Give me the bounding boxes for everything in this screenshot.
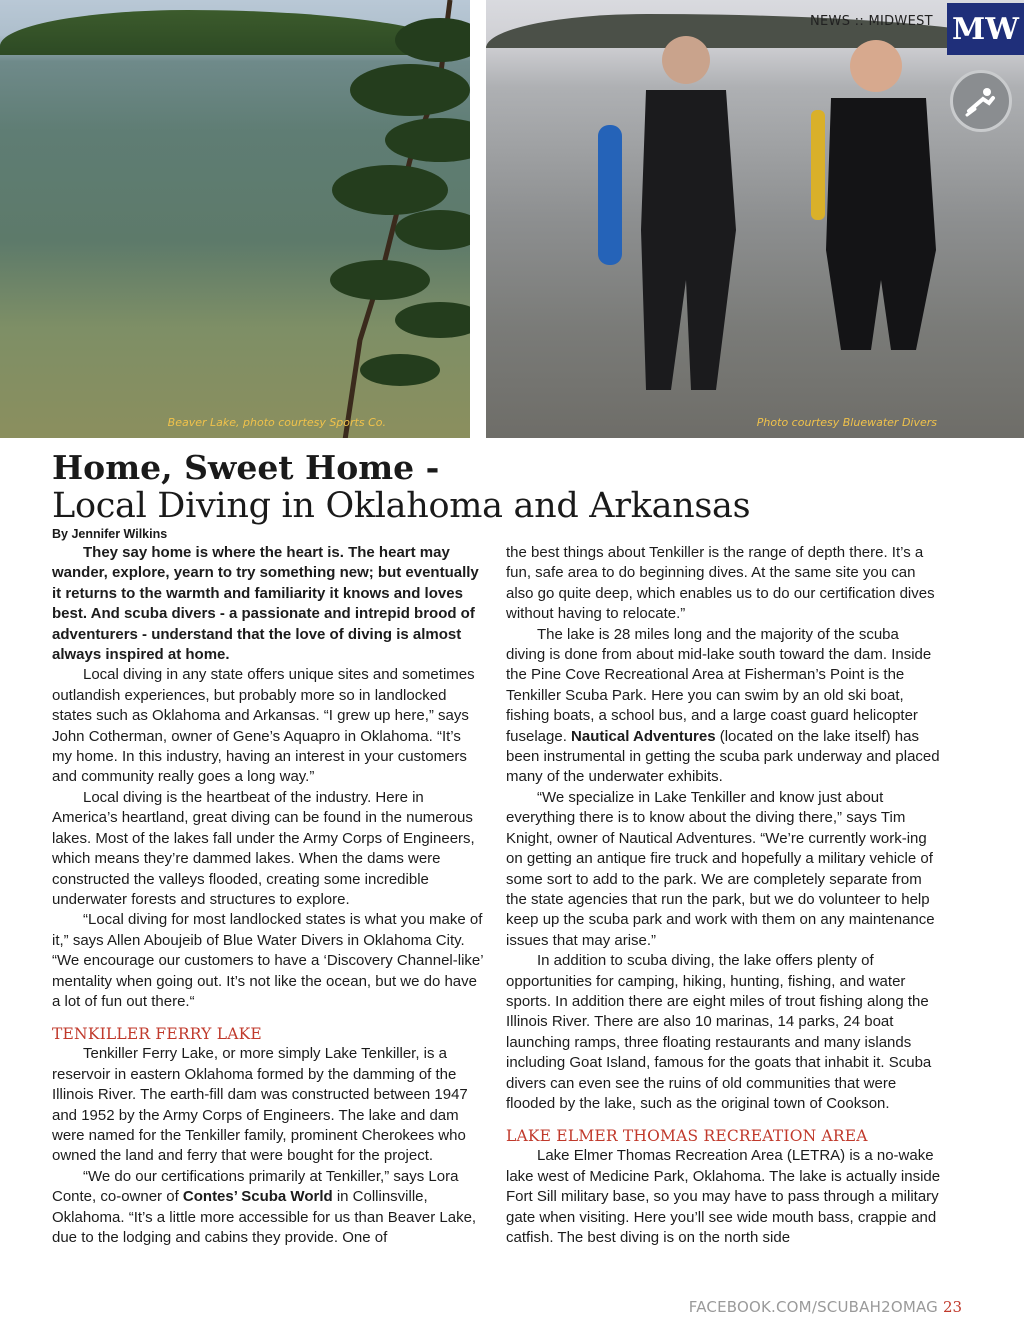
article-column-left xyxy=(52,543,484,1248)
paragraph: “We specialize in Lake Tenkiller and know just about everything there is to know about the diving there,” says Tim Knight, owner of Nautical Adventures. “We’re currently work-ing on getting an antique fire truck and hopefully a military vehicle of some sort to add to the park. We are completely separate from the state agencies that run the park, but we do volunteer to help keep up the scuba park and work with them on any maintenance issues that may arise.” xyxy=(506,788,935,949)
text-span: (located on the lake itself) has been instrumental in getting the scuba park underway and placed many of the underwater exhibits. xyxy=(506,727,940,786)
tree-branch-illustration xyxy=(290,0,470,438)
section-label: NEWS :: MIDWEST xyxy=(810,14,933,29)
region-badge: MW xyxy=(947,3,1024,55)
section-heading-elmer-thomas: LAKE ELMER THOMAS RECREATION AREA xyxy=(506,1127,868,1146)
footer-url: FACEBOOK.COM/SCUBAH2OMAG xyxy=(688,1298,938,1316)
paragraph xyxy=(506,625,942,788)
paragraph: In addition to scuba diving, the lake offers plenty of opportunities for camping, hiking, hunting, fishing, and water sports. In addition there are eight miles of trout fishing along the Illinois River. There are also 10 marinas, 14 parks, 24 boat launching ramps, three floating restaurants and many islands including Goat Island, famous for the goats that inhabit it. Scuba divers can even see the ruins of old communities that were flooded by the lake, such as the original town of Cookson. xyxy=(506,952,932,1112)
paragraph xyxy=(52,1167,484,1249)
paragraph: Local diving is the heartbeat of the industry. Here in America’s heartland, great diving can be found in the numerous lakes. Most of the lakes fall under the Army Corps of Engineers, which means they’re dammed lakes. When the dams were constructed the valleys flooded, creating some incredible underwater forests and structures to explore. xyxy=(52,788,475,908)
diver-left-figure xyxy=(576,30,756,400)
article-subtitle: Local Diving in Oklahoma and Arkansas xyxy=(52,486,751,526)
diver-right-figure xyxy=(786,30,956,360)
paragraph: Tenkiller Ferry Lake, or more simply Lake Tenkiller, is a reservoir in eastern Oklahoma formed by the damming of the Illinois River. The earth-fill dam was constructed between 1947 and 1952 by the Army Corps of Engineers. The lake and dam were named for the Tenkiller family, prominent Cherokees who owned the land and ferry that were bought for the project. xyxy=(52,1045,468,1165)
photo-caption-right: Photo courtesy Bluewater Divers xyxy=(756,416,937,429)
diver-icon xyxy=(950,70,1012,132)
text-span: The lake is 28 miles long and the majority of the scuba diving is done from about mid-lake south toward the dam. Inside the Pine Cove Recreational Area at Fisherman’s Point is the Tenkiller Scuba Park. Here you can swim by an old ski boat, fishing boats, a school bus, and a large coast guard helicopter fuselage. xyxy=(506,625,932,745)
photo-beaver-lake xyxy=(0,0,470,438)
article-column-right xyxy=(506,543,942,1248)
page-number: 23 xyxy=(943,1298,963,1316)
text-span: “We do our certifications primarily at Tenkiller,” says Lora Conte, co-owner of xyxy=(52,1167,459,1206)
business-name: Nautical Adventures xyxy=(571,727,716,745)
text-span: in Collinsville, Oklahoma. “It’s a little more accessible for us than Beaver Lake, due to the lodging and cabins they provide. One of xyxy=(52,1188,477,1246)
paragraph: “Local diving for most landlocked states is what you make of it,” says Allen Aboujeib of Blue Water Divers in Oklahoma City. “We encourage our customers to have a ‘Discovery Channel-like’ mentality when going out. It’s not like the ocean, but we do have a lot of fun out there.“ xyxy=(52,911,484,1010)
paragraph: Local diving in any state offers unique sites and sometimes outlandish experiences, but probably more so in landlocked states such as Oklahoma and Arkansas. “I grew up here,” says John Cotherman, owner of Gene’s Aquapro in Oklahoma. “It’s my home. In this industry, having an interest in your customers and community really goes a long way.” xyxy=(52,666,475,786)
section-heading-tenkiller: TENKILLER FERRY LAKE xyxy=(52,1025,262,1044)
photo-divers xyxy=(486,0,1024,438)
paragraph: Lake Elmer Thomas Recreation Area (LETRA) is a no-wake lake west of Medicine Park, Oklahoma. The lake is actually inside Fort Sill military base, so you may have to pass through a military gate when visiting. Here you’ll see wide mouth bass, crappie and catfish. The best diving is on the north side xyxy=(506,1147,941,1246)
article-title: Home, Sweet Home - xyxy=(52,448,440,487)
byline: By Jennifer Wilkins xyxy=(52,527,168,541)
paragraph: the best things about Tenkiller is the range of depth there. It’s a fun, safe area to do beginning dives. At the same site you can also go quite deep, which enables us to do our certification dives without having to relocate.” xyxy=(506,544,935,623)
business-name: Contes’ Scuba World xyxy=(182,1188,333,1206)
photo-caption-left: Beaver Lake, photo courtesy Sports Co. xyxy=(167,416,386,429)
lead-paragraph: They say home is where the heart is. The heart may wander, explore, yearn to try something new; but eventually it returns to the warmth and familiarity it knows and loves best. And scuba divers - a passionate and intrepid brood of adventurers - understand that the love of diving is almost always inspired at home. xyxy=(52,544,479,664)
